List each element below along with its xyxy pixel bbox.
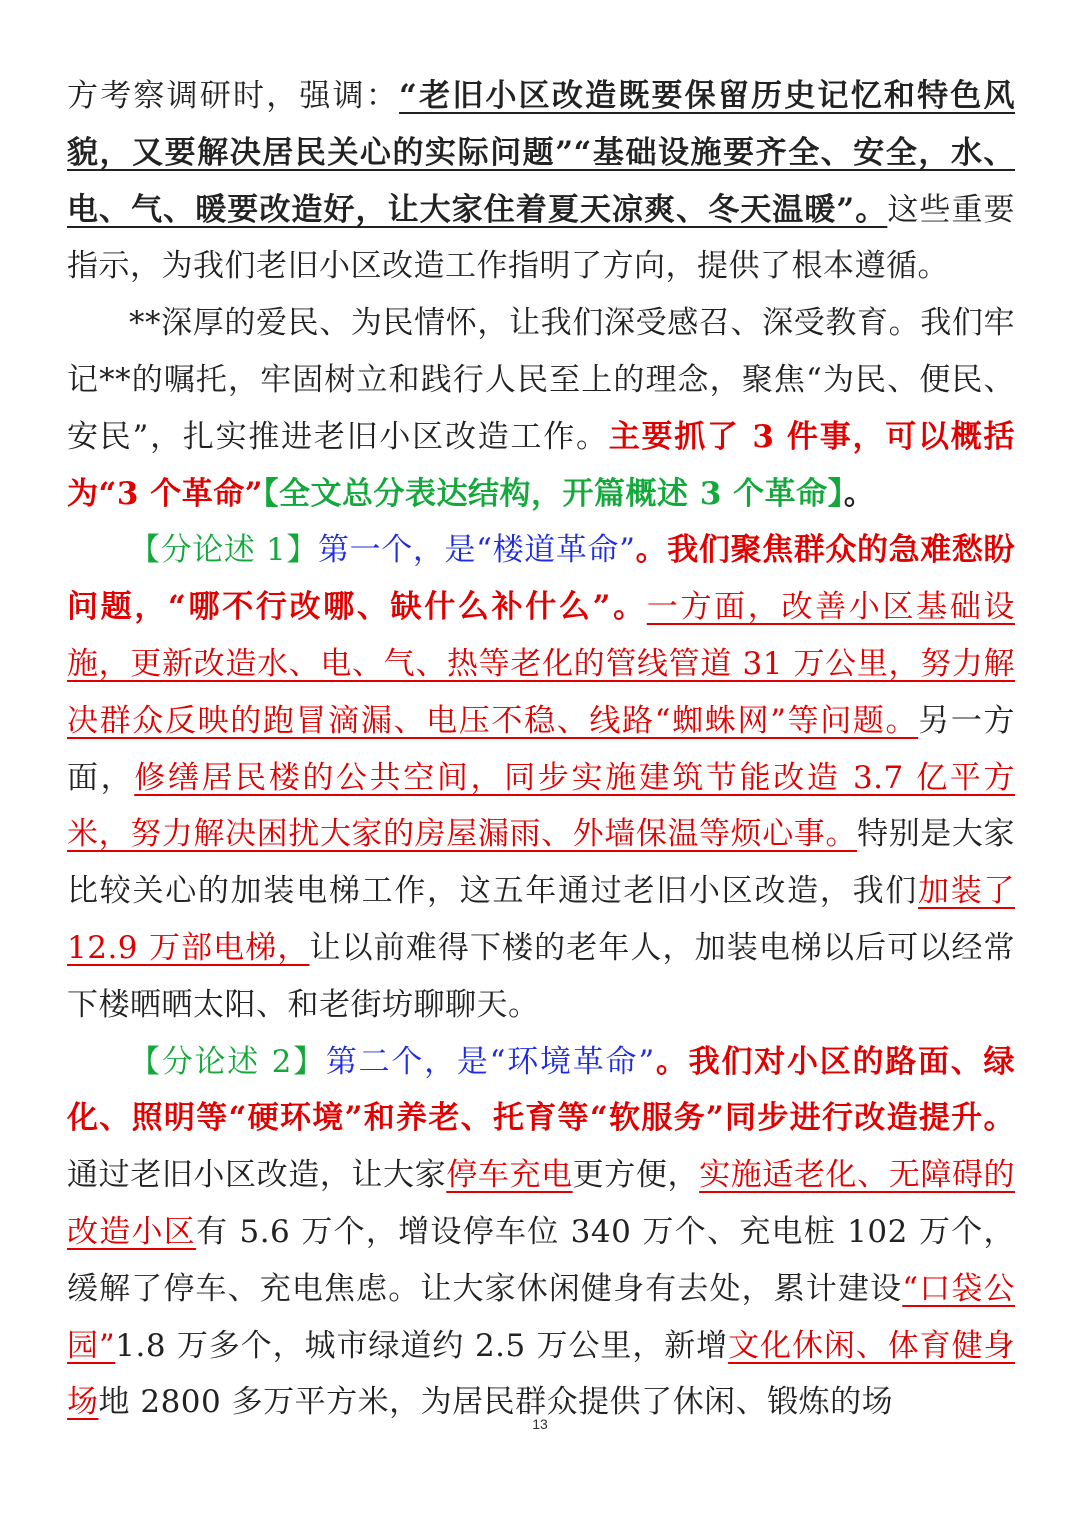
underlined-red: 停车充电 (446, 1157, 573, 1194)
text-run: 让以前难得下楼的老年人，加装电梯以后可以经常下楼晒晒太阳、和老街坊聊聊天。 (67, 929, 1015, 1023)
text-run: 特别是大家比较关心的加装电梯工作，这五年通过老旧小区改造，我们 (67, 816, 1016, 910)
heading-blue: 第二个，是“环境革命” (325, 1043, 655, 1080)
text-run: 。 (843, 475, 876, 512)
text-run: **深厚的爱民、为民情怀，让我们深受感召、深受教育。我们牢记**的嘱托，牢固树立和践行人民至上的理念，聚焦“为民、便民、安民”，扎实推进老旧小区改造工作。 (67, 305, 1015, 455)
paragraph-4 (67, 1034, 1015, 1432)
annotation-green: 【全文总分表达结构，开篇概述 3 个革命】 (263, 475, 844, 512)
underlined-red: 加装了 12.9 万部电梯， (67, 873, 1016, 966)
underlined-red: “口袋公园” (67, 1270, 1015, 1364)
text-run: 通过老旧小区改造，让大家 (67, 1157, 447, 1194)
highlight-red: 主要抓了 3 件事，可以概括为“3 个革命” (67, 418, 1015, 512)
text-run: 地 2800 多万平方米，为居民群众提供了休闲、锻炼的场 (98, 1384, 894, 1421)
paragraph-3 (67, 522, 1015, 1033)
underlined-red: 实施适老化、无障碍的改造小区 (67, 1157, 1016, 1250)
section-tag-green: 【分论述 2】 (129, 1043, 326, 1080)
underlined-red: 文化休闲、体育健身场 (67, 1327, 1015, 1421)
text-run: 这些重要指示，为我们老旧小区改造工作指明了方向，提供了根本遵循。 (67, 191, 1015, 285)
text-run: 1.8 万多个，城市绿道约 2.5 万公里，新增 (115, 1327, 729, 1364)
text-run: 有 5.6 万个，增设停车位 340 万个、充电桩 102 万个，缓解了停车、充电焦虑。让大家休闲健身有去处，累计建设 (67, 1213, 1016, 1307)
highlight-red: 。我们聚焦群众的急难愁盼问题，“哪不行改哪、缺什么补什么”。 (67, 532, 1016, 626)
section-tag-green: 【分论述 1】 (129, 532, 318, 569)
quote-underlined: “老旧小区改造既要保留历史记忆和特色风貌，又要解决居民关心的实际问题”“基础设施要齐全、安全，水、电、气、暖要改造好，让大家住着夏天凉爽、冬天温暖”。 (67, 78, 1015, 228)
underlined-red: 修缮居民楼的公共空间，同步实施建筑节能改造 3.7 亿平方米，努力解决困扰大家的房屋漏雨、外墙保温等烦心事。 (67, 759, 1015, 853)
underlined-red: 一方面，改善小区基础设施，更新改造水、电、气、热等老化的管线管道 31 万公里，努力解决群众反映的跑冒滴漏、电压不稳、线路“蜘蛛网”等问题。 (67, 589, 1015, 739)
text-run: 方考察调研时，强调： (67, 78, 400, 114)
paragraph-2 (67, 295, 1015, 522)
highlight-red: 。我们对小区的路面、绿化、照明等“硬环境”和养老、托育等“软服务”同步进行改造提升。 (67, 1043, 1016, 1137)
heading-blue: 第一个，是“楼道革命” (317, 532, 636, 569)
text-run: 另一方面， (67, 702, 1015, 796)
paragraph-1 (67, 68, 1015, 295)
text-run: 更方便， (572, 1157, 700, 1194)
body-text (67, 68, 1015, 1431)
page-number: 13 (532, 1416, 548, 1432)
